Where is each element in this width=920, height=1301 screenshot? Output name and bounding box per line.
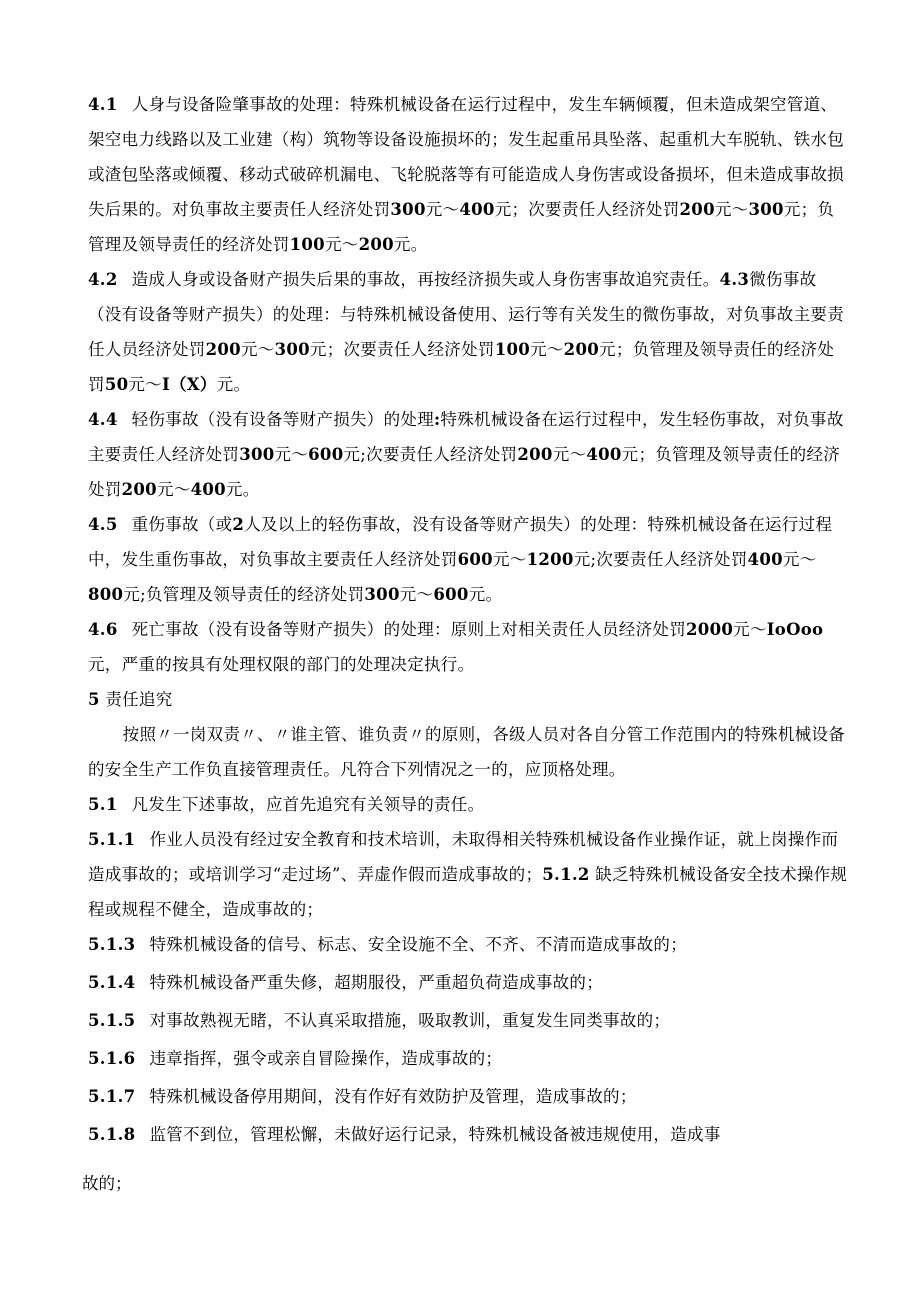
clause-number: 5.1.7 <box>88 1087 136 1106</box>
clause-text: 元；负管理及领导责任的经济处罚 <box>88 340 835 394</box>
clause-number: 4.6 <box>88 620 118 639</box>
clause-5-1-3 <box>88 927 848 962</box>
clause-5-1-1 <box>88 822 848 927</box>
clause-text: 元～ <box>733 620 767 639</box>
amount: 200 <box>205 340 241 359</box>
clause-5-1-7 <box>88 1079 848 1114</box>
clause-5-1-4 <box>88 965 848 1000</box>
clause-text: 微伤事故（没有设备等财产损失）的处理：与特殊机械设备使用、运行等有关发生的微伤事故，对负事故主要责任人员经济处罚 <box>88 270 844 359</box>
clause-number: 4.5 <box>88 515 118 534</box>
clause-5-1-6 <box>88 1041 848 1076</box>
clause-number: 5.1.2 <box>542 865 590 884</box>
clause-text: 元；负管理及领导责任的经济处罚 <box>88 445 841 499</box>
section-5-intro: 按照〃一岗双责〃、〃谁主管、谁负责〃的原则，各级人员对各自分管工作范围内的特殊机械设备的安全生产工作负直接管理责任。凡符合下列情况之一的，应顶格处理。 <box>88 725 846 779</box>
amount: 1200 <box>526 550 574 569</box>
clause-text: 元～ <box>240 340 275 359</box>
clause-number: 5.1 <box>88 795 118 814</box>
clause-text: 元～ <box>324 235 359 254</box>
amount: 200 <box>121 480 157 499</box>
amount: 400 <box>747 550 783 569</box>
amount: 300 <box>239 445 275 464</box>
amount: 100 <box>289 235 325 254</box>
clause-number: 5.1.5 <box>88 1011 136 1030</box>
clause-text: 元～ <box>714 200 749 219</box>
clause-text: 元，严重的按具有处理权限的部门的处理决定执行。 <box>88 655 475 674</box>
clause-text: 重伤事故（或 <box>131 515 233 534</box>
clause-text: 元～ <box>399 585 434 604</box>
colon: : <box>434 410 441 429</box>
clause-text: 元;次要责任人经济处罚 <box>343 445 518 464</box>
clause-text: 违章指挥，强令或亲自冒险操作，造成事故的； <box>149 1049 503 1068</box>
clause-text: 特殊机械设备停用期间，没有作好有效防护及管理，造成事故的； <box>149 1087 637 1106</box>
clause-text: 元。 <box>393 235 428 254</box>
clause-5-1-8 <box>88 1117 848 1152</box>
section-5-heading <box>88 682 848 717</box>
clause-text: 轻伤事故（没有设备等财产损失）的处理 <box>131 410 435 429</box>
clause-4-1 <box>88 87 848 262</box>
clause-4-6 <box>88 612 848 682</box>
amount: 200 <box>517 445 553 464</box>
amount: 400 <box>190 480 226 499</box>
amount: 400 <box>586 445 622 464</box>
clause-text: 元～ <box>552 445 587 464</box>
clause-number: 5.1.6 <box>88 1049 136 1068</box>
clause-number: 4.1 <box>88 95 118 114</box>
clause-text: 对事故熟视无睹，不认真采取措施，吸取教训，重复发生同类事故的； <box>149 1011 671 1030</box>
clause-text: 特殊机械设备在运行过程中，发生轻伤事故，对负事故主要责任人经济处罚 <box>88 410 844 464</box>
clause-number: 5.1.8 <box>88 1125 136 1144</box>
clause-text: 元。 <box>225 480 260 499</box>
clause-text: 凡发生下述事故，应首先追究有关领导的责任。 <box>131 795 485 814</box>
clause-text: 元;次要责任人经济处罚 <box>573 550 748 569</box>
clause-text: 元；次要责任人经济处罚 <box>309 340 495 359</box>
clause-text: 元～ <box>530 340 564 359</box>
clause-text: 元～ <box>425 200 460 219</box>
clause-5-1 <box>88 787 848 822</box>
clause-number: 4.3 <box>719 270 750 289</box>
amount: 300 <box>390 200 426 219</box>
amount: 200 <box>358 235 394 254</box>
amount: 2 <box>232 515 245 534</box>
amount: 600 <box>457 550 493 569</box>
amount: 300 <box>748 200 784 219</box>
amount: IoOoo <box>766 620 824 639</box>
clause-text: 元。 <box>468 585 503 604</box>
amount: 100 <box>494 340 531 359</box>
amount: 600 <box>308 445 344 464</box>
clause-4-4 <box>88 402 848 507</box>
clause-text: 缺乏特殊机械设备安全技术操作规程或规程不健全，造成事故的； <box>88 865 848 919</box>
section-number: 5 <box>88 690 100 709</box>
clause-text: 监管不到位，管理松懈，未做好运行记录，特殊机械设备被违规使用，造成事 <box>149 1125 721 1144</box>
clause-text: 元～ <box>274 445 309 464</box>
clause-text: 人身与设备险肇事故的处理：特殊机械设备在运行过程中，发生车辆倾覆，但未造成架空管道、架空电力线路以及工业建（构）筑物等设备设施损坏的；发生起重吊具坠落、起重机大车脱轨、铁水包或渣包坠落或倾覆、移动式破碎机漏电、飞轮脱落等有可能造成人身伤害或设备损坏，但未造成事故损失后果的。对负事故主要责任人经济处罚 <box>88 95 844 219</box>
clause-4-2 <box>88 262 848 402</box>
clause-text: 元～ <box>156 480 191 499</box>
section-title: 责任追究 <box>105 690 173 709</box>
clause-text: 特殊机械设备严重失修，超期服役，严重超负荷造成事故的； <box>149 973 604 992</box>
clause-5-1-8-continuation: 故的； <box>82 1174 132 1193</box>
clause-text: 元～ <box>128 375 162 394</box>
amount: 200 <box>563 340 600 359</box>
clause-number: 4.4 <box>88 410 118 429</box>
amount: 800 <box>88 585 124 604</box>
amount: 300 <box>364 585 400 604</box>
clause-text: 元～ <box>782 550 817 569</box>
clause-text: 元；次要责任人经济处罚 <box>494 200 680 219</box>
amount: 2000 <box>686 620 734 639</box>
amount: 400 <box>459 200 495 219</box>
amount: 50 <box>104 375 129 394</box>
clause-text: 元。 <box>216 375 251 394</box>
clause-text: 作业人员没有经过安全教育和技术培训，未取得相关特殊机械设备作业操作证，就上岗操作而造成事故的；或培训学习“走过场”、弄虚作假而造成事故的； <box>88 830 839 884</box>
amount: 300 <box>274 340 310 359</box>
amount: 600 <box>433 585 469 604</box>
amount: I（X） <box>161 375 217 394</box>
clause-number: 5.1.3 <box>88 935 136 954</box>
clause-text: 特殊机械设备的信号、标志、安全设施不全、不齐、不清而造成事故的； <box>149 935 688 954</box>
clause-text: 元；负管理及领导责任的经济处罚 <box>88 200 835 254</box>
clause-text: 造成人身或设备财产损失后果的事故，再按经济损失或人身伤害事故追究责任。 <box>131 270 720 289</box>
clause-text: 人及以上的轻伤事故，没有设备等财产损失）的处理：特殊机械设备在运行过程中，发生重伤事故，对负事故主要责任人经济处罚 <box>88 515 833 569</box>
amount: 200 <box>679 200 715 219</box>
clause-number: 5.1.1 <box>88 830 136 849</box>
clause-5-1-5 <box>88 1003 848 1038</box>
clause-4-5 <box>88 507 848 612</box>
clause-number: 4.2 <box>88 270 118 289</box>
clause-number: 5.1.4 <box>88 973 136 992</box>
clause-text: 死亡事故（没有设备等财产损失）的处理：原则上对相关责任人员经济处罚 <box>131 620 687 639</box>
clause-text: 元～ <box>492 550 527 569</box>
clause-text: 元;负管理及领导责任的经济处罚 <box>123 585 365 604</box>
